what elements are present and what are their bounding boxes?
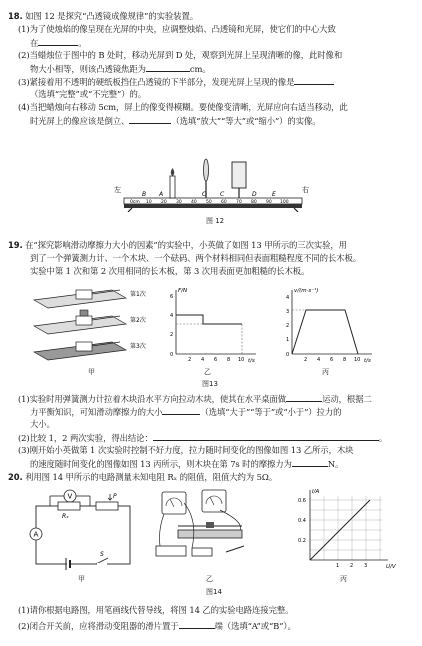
optical-bench-figure xyxy=(112,132,312,212)
battery-gap xyxy=(67,563,69,565)
y-ticks xyxy=(170,294,173,358)
resistor-device xyxy=(192,548,212,556)
q18-part2-post: cm。 xyxy=(189,64,211,74)
meter-left xyxy=(162,492,186,514)
trial-2-label: 第2次 xyxy=(130,317,146,324)
xtick-8: 8 xyxy=(343,357,347,363)
point-e: E xyxy=(272,191,276,198)
ytick-3: 3 xyxy=(286,309,290,315)
grid-lines xyxy=(310,496,382,560)
point-d: D xyxy=(252,191,257,198)
block-1 xyxy=(76,290,92,299)
scale-80: 80 xyxy=(251,200,257,205)
q19-line2: 到了一个弹簧测力计、一个木块、一个砝码、两个材料相同但表面粗糙程度不同的长木板。 xyxy=(30,253,361,263)
q19-line1 xyxy=(8,240,347,251)
q19-part1-line2 xyxy=(30,406,341,418)
q18-part3-line1 xyxy=(18,76,334,88)
q18-part3-text: (3)紧接着用不透明的硬纸板挡住凸透镜的下半部分，发现光屏上呈现的像是 xyxy=(18,77,295,87)
fig13-c-label: 丙 xyxy=(322,368,329,376)
fig14-c-label: 丙 xyxy=(340,575,347,583)
xtick-3: 3 xyxy=(364,563,368,569)
q19-part1b-post: （选填“大于”“等于”或“小于”）拉力的 xyxy=(200,407,342,417)
circuit-loop xyxy=(33,506,130,564)
scale-100: 100 xyxy=(280,200,289,205)
q20-line1 xyxy=(8,472,277,483)
q19-part1b-pre: 力平衡知识，可知滑动摩擦力的大小 xyxy=(30,407,163,417)
q18-part4-pre: 时光屏上的像应该是倒立、 xyxy=(30,116,130,126)
q19-part3-pre: 的速度随时间变化的图像如图 13 丙所示，则木块在第 7s 时的摩擦力为 xyxy=(30,459,292,469)
point-c: C xyxy=(220,191,225,198)
ytick-4: 4 xyxy=(170,313,174,319)
scale-70: 70 xyxy=(236,200,242,205)
q18-part2-line1: (2)当蜡烛位于图中的 B 处时，移动光屏到 D 处，观察到光屏上呈现清晰的像，此时像和 xyxy=(18,50,343,60)
ytick-4: 4 xyxy=(286,295,290,301)
x-ticks xyxy=(304,357,360,363)
ytick-2: 2 xyxy=(286,323,290,329)
q19-part1-pre: (1)实验时用弹簧测力计拉着木块沿水平方向拉动木块，使其在水平桌面做 xyxy=(18,394,287,404)
y-ticks xyxy=(286,295,289,358)
block-2 xyxy=(76,316,92,325)
velocity-curve xyxy=(292,310,358,354)
xtick-6: 6 xyxy=(214,357,218,363)
xtick-4: 4 xyxy=(317,357,321,363)
ytick-0-2: 0.2 xyxy=(298,538,306,544)
slider-label: P xyxy=(113,493,117,500)
meter-right xyxy=(202,490,226,512)
setup-1 xyxy=(34,290,146,308)
ytick-6: 6 xyxy=(170,294,174,300)
xtick-8: 8 xyxy=(227,357,231,363)
switch-label: S xyxy=(100,551,104,558)
q19-part3-line1: (3)刚开始小英做第 1 次实验时控制不好力度，拉力随时间变化的图像如图 13 乙所示，木块 xyxy=(18,445,354,455)
trial-3-label: 第3次 xyxy=(130,343,146,350)
q19-part3-post: N。 xyxy=(327,459,344,469)
fig12-caption: 图 12 xyxy=(206,217,225,225)
ytick-2: 2 xyxy=(170,332,174,338)
y-ticks xyxy=(298,498,306,544)
q20-answer-blank-1[interactable] xyxy=(179,620,215,629)
weight-2 xyxy=(80,310,88,316)
q20-part2-post: 端（选填“A”或“B”）。 xyxy=(214,621,296,631)
x-ticks xyxy=(188,357,244,363)
fig14-b-label: 乙 xyxy=(206,575,213,583)
q20-part2 xyxy=(18,620,296,632)
q19-answer-blank-1[interactable] xyxy=(286,393,322,402)
ytick-0: 0 xyxy=(286,352,290,358)
point-o: O xyxy=(202,191,207,198)
q19-part2 xyxy=(18,432,387,444)
q18-number: 18. xyxy=(8,11,23,21)
xtick-6: 6 xyxy=(330,357,334,363)
rheostat xyxy=(96,502,118,510)
block-3 xyxy=(76,342,92,351)
q19-part1-post: 运动，根据二 xyxy=(322,394,372,404)
fig13-a-friction-setups xyxy=(30,282,158,362)
ytick-0-6: 0.6 xyxy=(298,498,306,504)
xtick-1: 1 xyxy=(336,563,340,569)
q19-answer-blank-4[interactable] xyxy=(292,458,328,467)
xtick-10: 10 xyxy=(354,357,361,363)
q18-answer-blank-1[interactable] xyxy=(38,37,78,46)
ytick-0-4: 0.4 xyxy=(298,518,306,524)
point-b: B xyxy=(142,191,147,198)
resistor-rx xyxy=(58,502,80,510)
fig13-c-velocity-time-graph xyxy=(276,284,376,364)
q20-part1: (1)请你根据电路图，用笔画线代替导线，将图 14 乙的实验电路连接完整。 xyxy=(18,605,294,615)
ammeter-device xyxy=(162,492,186,514)
fig14-caption: 图14 xyxy=(206,588,222,596)
fig13-caption: 图13 xyxy=(202,380,218,388)
x-axis-label: U/V xyxy=(386,564,396,570)
q18-stem-text: 如图 12 是探究“凸透镜成像规律”的实验装置。 xyxy=(25,11,199,21)
q19-part3-line2 xyxy=(30,458,343,470)
fig14-a-label: 甲 xyxy=(78,575,85,583)
q18-answer-blank-4[interactable] xyxy=(129,115,171,124)
xtick-10: 10 xyxy=(238,357,245,363)
fig13-b-force-time-graph xyxy=(160,284,260,364)
bench-leg-left xyxy=(128,208,132,212)
rheostat-slider xyxy=(206,522,214,528)
scale-40: 40 xyxy=(191,200,197,205)
bench-leg-right xyxy=(294,208,298,212)
q19-number: 19. xyxy=(8,240,23,250)
scale-20: 20 xyxy=(161,200,167,205)
q19-answer-blank-3[interactable] xyxy=(153,432,379,441)
q20-number: 20. xyxy=(8,472,23,482)
q19-line1-text: 在“探究影响滑动摩擦力大小的因素”的实验中，小英做了如图 13 甲所示的三次实验，用 xyxy=(25,240,347,250)
xtick-2: 2 xyxy=(350,563,354,569)
setup-3 xyxy=(34,342,146,360)
bench-right-label: 右 xyxy=(302,186,309,194)
voltmeter-device xyxy=(202,490,226,512)
fig14-c-current-voltage-graph xyxy=(292,486,396,572)
x-axis-label: t/s xyxy=(248,358,255,364)
q18-stem xyxy=(8,11,198,22)
q19-part1-line1 xyxy=(18,393,372,405)
scale-0: 0cm xyxy=(130,200,140,205)
rheostat-slider-arrow-icon xyxy=(108,494,112,500)
q18-part4-post: （选填“放大”“等大”或“缩小”）的实像。 xyxy=(171,116,321,126)
setup-2 xyxy=(34,310,146,334)
q19-part2-post: 。 xyxy=(378,433,387,443)
q18-part1-post: 。 xyxy=(78,38,87,48)
y-axis-label: F/N xyxy=(178,288,188,294)
xtick-2: 2 xyxy=(188,357,192,363)
y-axis-label: I/A xyxy=(312,489,320,495)
resistor-label: Rₓ xyxy=(62,513,69,520)
q18-part4-line1: (4)当把蜡烛向右移动 5cm，屏上的像变得模糊。要使像变清晰，光屏应向右适当移动，此 xyxy=(18,102,348,112)
fig14-b-apparatus xyxy=(148,486,280,572)
candle-flame-icon xyxy=(171,168,175,176)
q19-part1-line3: 大小。 xyxy=(30,419,55,429)
q18-part3-line2: （选填“完整”或“不完整”）的。 xyxy=(30,89,147,99)
fig14-a-circuit-diagram xyxy=(26,488,138,570)
bench-left-label: 左 xyxy=(114,186,121,194)
ytick-0: 0 xyxy=(170,352,174,358)
scale-50: 50 xyxy=(206,200,212,205)
scale-30: 30 xyxy=(176,200,182,205)
rheostat-coil xyxy=(178,530,242,538)
battery-box xyxy=(156,546,186,556)
light-screen xyxy=(232,162,246,188)
q18-part4-line2 xyxy=(30,115,321,127)
q18-part1-line1: (1)为了使烛焰的像呈现在光屏的中央，应调整烛焰、凸透镜和光屏，使它们的中心大致 xyxy=(18,24,336,34)
xtick-4: 4 xyxy=(201,357,205,363)
voltmeter-label: V xyxy=(67,492,73,501)
scale-90: 90 xyxy=(266,200,272,205)
xtick-2: 2 xyxy=(304,357,308,363)
candle xyxy=(170,176,175,198)
convex-lens xyxy=(204,159,209,181)
q18-part1-line2 xyxy=(30,37,87,49)
q19-line3: 实验中第 1 次和第 2 次用相同的长木板，第 3 次用表面更加粗糙的长木板。 xyxy=(30,266,310,276)
fig13-b-label: 乙 xyxy=(204,368,211,376)
switch-device xyxy=(226,546,244,552)
scale-60: 60 xyxy=(221,200,227,205)
q20-line1-text: 利用图 14 甲所示的电路测量未知电阻 Rₓ 的阻值，阻值大约为 5Ω。 xyxy=(25,472,277,482)
q19-answer-blank-2[interactable] xyxy=(162,406,200,415)
trial-1-label: 第1次 xyxy=(130,291,146,298)
ammeter-label: A xyxy=(33,530,39,539)
ytick-1: 1 xyxy=(286,337,290,343)
q20-part2-pre: (2)闭合开关前，应将滑动变阻器的滑片置于 xyxy=(18,621,179,631)
point-a: A xyxy=(159,191,164,198)
q19-part2-pre: (2)比较 1，2 两次实验，得出结论： xyxy=(18,433,153,443)
q18-answer-blank-3[interactable] xyxy=(294,76,334,85)
q18-answer-blank-2[interactable] xyxy=(146,63,190,72)
q18-part1-pre: 在 xyxy=(30,38,39,48)
x-ticks xyxy=(336,563,367,569)
force-curve xyxy=(176,315,242,324)
y-axis-label: v/(m·s⁻¹) xyxy=(294,288,319,294)
x-axis-label: t/s xyxy=(364,358,371,364)
fig13-a-label: 甲 xyxy=(88,368,95,376)
q18-part2-pre: 物大小相等，则该凸透镜焦距为 xyxy=(30,64,146,74)
switch-gap xyxy=(97,563,107,565)
q18-part2-line2 xyxy=(30,63,211,75)
scale-10: 10 xyxy=(146,200,152,205)
